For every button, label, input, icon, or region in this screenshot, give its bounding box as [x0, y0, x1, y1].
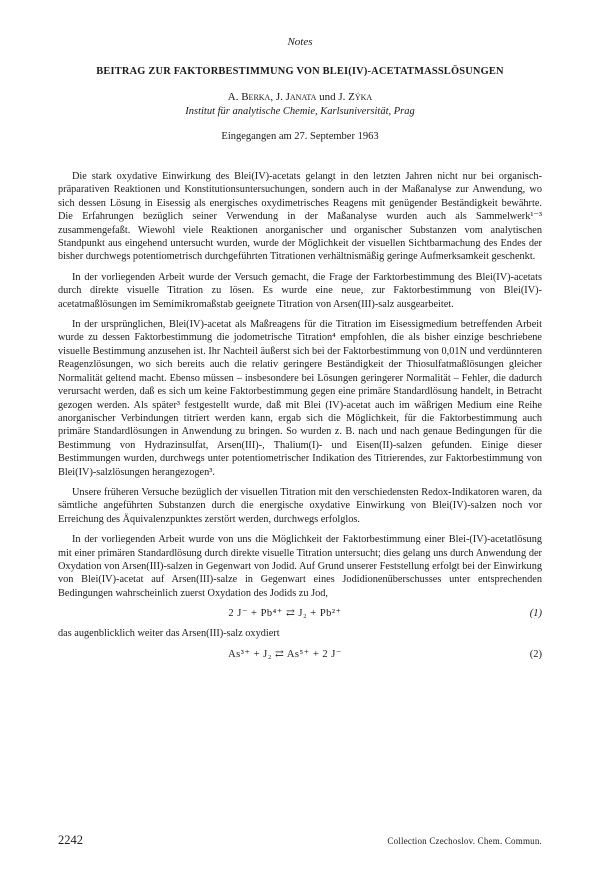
journal-reference: Collection Czechoslov. Chem. Commun.	[387, 836, 542, 846]
equation-1	[58, 607, 542, 619]
equation-2	[58, 648, 542, 660]
paragraph-1: Die stark oxydative Einwirkung des Blei(IV)-acetats gelangt in den letzten Jahren nicht nur bei organisch-präparativen Reaktionen und Konstitutionsuntersuchungen, sondern auch in der Maßanalyse zur Anwendung, wo sich dessen Lösung in Eisessig als energisches oxydimetrisches Reagens mit genügender Beständigkeit bewährte. Die Erfahrungen bezüglich seiner Verwendung in der Maßanalyse wurden auch als Sammelwerk¹⁻³ zusammengefaßt. Wiewohl viele Reaktionen anorganischer und organischer Substanzen vom analytischen Standpunkt aus eingehend untersucht wurden, wurde der Möglichkeit der visuellen Sichtbarmachung des Endes der bisher durchwegs potentiometrisch durchgeführten Titrationen verhältnismäßig geringe Aufmerksamkeit geschenkt.	[58, 171, 542, 263]
page-footer	[58, 833, 542, 848]
paragraph-3: In der ursprünglichen, Blei(IV)-acetat als Maßreagens für die Titration im Eisessigmedium betreffenden Arbeit wurde zu dessen Faktorbestimmung die jodometrische Titration⁴ empfohlen, die als bisher einzige beschriebene visuelle Bestimmung anzusehen ist. Ihr Nachteil äußerst sich bei der Faktorbestimmung von 0,01N und verdünnteren Reagenzlösungen, wo sich bereits auch die relativ geringere Beständigkeit der Thiosulfatmaßlösungen gleicher Normalität geltend macht. Ebenso müssen – insbesondere bei Lösungen geringerer Normalität – Fehler, die dadurch verursacht werden, daß es sich um keine Faktorbestimmung gegen eine primäre Standardlösung handelt, in Betracht gezogen werden. Als später³ festgestellt wurde, daß mit Blei (IV)-acetat auch im wäßrigen Medium eine Reihe anorganischer Verbindungen titriert werden kann, ergab sich die Möglichkeit, für die Faktorbestimmung auch primäre Standardlösungen in Anwendung zu bringen. So wurden z. B. nach und nach genaue Bedingungen für die Bestimmung von Hydrazinsulfat, Arsen(III)-, Thalium(I)- und Eisen(II)-salzen gefunden. Einige dieser Bestimmungen wurden, durchwegs unter potentiometrischer Indikation des Titrierendes, zur Faktorbestimmung von Blei(IV)-salzlösungen herangezogen³.	[58, 319, 542, 478]
equation-1-number: (1)	[529, 608, 542, 620]
equation-2-number: (2)	[529, 648, 542, 660]
author-conjunction: und	[316, 91, 339, 103]
paragraph-5: In der vorliegenden Arbeit wurde von uns die Möglichkeit der Faktorbestimmung einer Blei-(IV)-acetatlösung mit einer primären Standardlösung durch direkte visuelle Titration untersucht; dies gelang uns durch Anwendung der Oxydation von Arsen(III)-salzen in Gegenwart von Jodid. Auf Grund unserer Feststellung erfolgt bei der Einwirkung von Blei(IV)-acetat auf Arsen(III)-salze in Gegenwart eines Jodidionenüberschusses unter entsprechenden Bedingungen wahrscheinlich zuerst Oxydation des Jodids zu Jod,	[58, 534, 542, 599]
page-number: 2242	[58, 833, 83, 847]
author-1: A. Berka	[227, 91, 271, 103]
author-line	[58, 91, 542, 103]
equation-2-formula: As³⁺ + J₂ ⇄ As⁵⁺ + 2 J⁻	[228, 648, 342, 660]
author-3: J. Zýka	[338, 91, 373, 103]
received-date: Eingegangen am 27. September 1963	[221, 131, 379, 142]
between-equations-text: das augenblicklich weiter das Arsen(III)-salz oxydiert	[58, 628, 280, 640]
article-body	[58, 170, 542, 660]
paragraph-4: Unsere früheren Versuche bezüglich der visuellen Titration mit den verschiedensten Redox-Indikatoren waren, da sämtliche angeführten Substanzen durch die energische oxydative Einwirkung von Blei(IV)-salzen noch vor Erreichung des Äquivalenzpunktes zerstört werden, durchwegs erfolglos.	[58, 486, 542, 525]
institute: Institut für analytische Chemie, Karlsuniversität, Prag	[185, 106, 415, 117]
author-separator: ,	[270, 91, 276, 103]
equation-1-formula: 2 J⁻ + Pb⁴⁺ ⇄ J₂ + Pb²⁺	[228, 608, 342, 620]
paragraph-2: In der vorliegenden Arbeit wurde der Versuch gemacht, die Frage der Farktorbestimmung des Blei(IV)-acetats durch direkte visuelle Titration zu lösen. Es wurde eine neue, zur Faktorbestimmung von Blei(IV)-acetatmaßlösungen im Semimikromaßstab geeignete Titration von Arsen(III)-salz ausgearbeitet.	[58, 271, 542, 310]
author-2: J. Janata	[275, 91, 317, 103]
section-header: Notes	[287, 36, 313, 48]
article-title: BEITRAG ZUR FAKTORBESTIMMUNG VON BLEI(IV)-ACETATMASSLÖSUNGEN	[96, 66, 504, 77]
